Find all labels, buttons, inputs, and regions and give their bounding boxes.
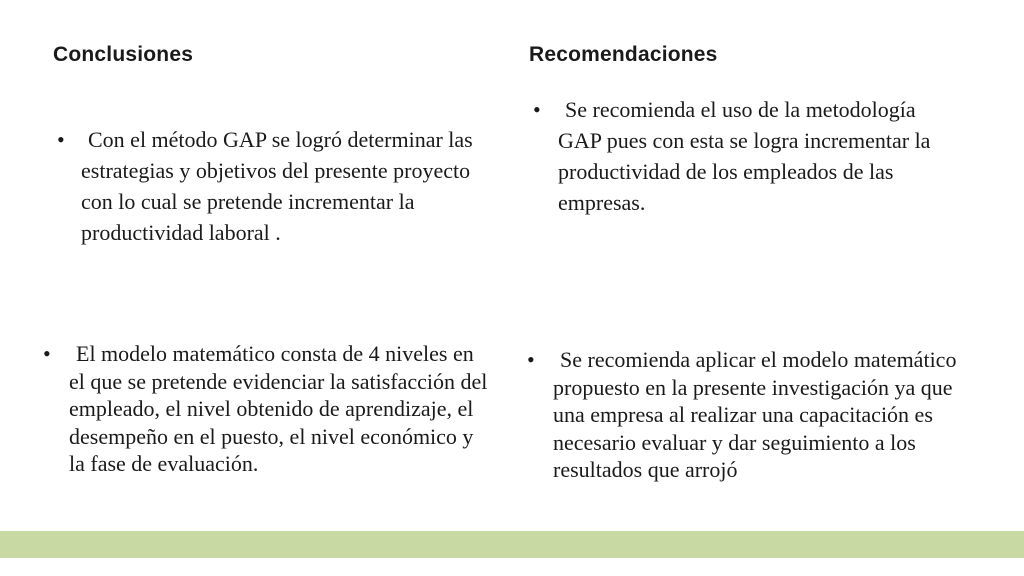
conclusion-item-gap bbox=[57, 124, 487, 248]
conclusion-text: El modelo matemático consta de 4 niveles en el que se pretende evidenciar la satisfacción del empleado, el nivel obtenido de aprendizaje, el desempeño en el puesto, el nivel económico y la fase de evaluación. bbox=[69, 341, 488, 476]
recommendation-item-model bbox=[527, 346, 957, 484]
bullet-icon: • bbox=[533, 97, 541, 122]
conclusion-item-model bbox=[43, 340, 493, 478]
conclusiones-heading: Conclusiones bbox=[53, 43, 194, 66]
bullet-icon: • bbox=[43, 341, 51, 366]
recommendation-text: Se recomienda el uso de la metodología GAP pues con esta se logra incrementar la productividad de los empleados de las empresas. bbox=[558, 97, 931, 215]
footer-accent-bar bbox=[0, 531, 1024, 558]
recommendation-text: Se recomienda aplicar el modelo matemático propuesto en la presente investigación ya que una empresa al realizar una capacitación es necesario evaluar y dar seguimiento a los resultados que arrojó bbox=[553, 347, 957, 482]
recommendation-item-gap bbox=[533, 94, 963, 218]
bullet-icon: • bbox=[57, 127, 65, 152]
recomendaciones-heading: Recomendaciones bbox=[529, 43, 718, 66]
conclusion-text: Con el método GAP se logró determinar las estrategias y objetivos del presente proyecto con lo cual se pretende incrementar la productividad laboral . bbox=[81, 127, 473, 245]
bullet-icon: • bbox=[527, 347, 535, 372]
